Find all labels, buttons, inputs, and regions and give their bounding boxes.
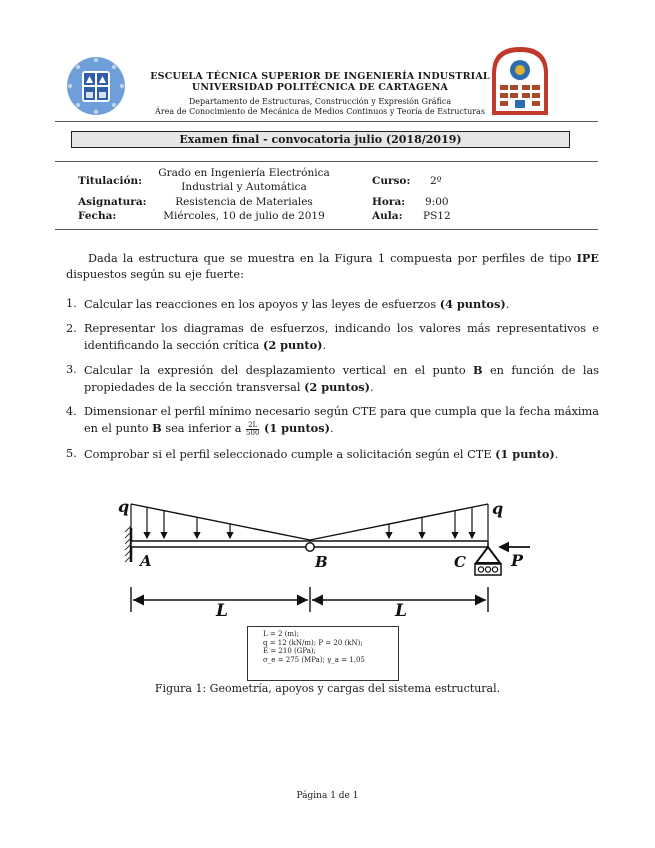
info-top-divider: [55, 161, 598, 162]
upct-logo: [66, 56, 126, 116]
intro-paragraph: [66, 250, 599, 283]
task-point-b: B: [152, 421, 162, 435]
exam-title: Examen final - convocatoria julio (2018/2019): [71, 131, 570, 148]
curso-label: Curso:: [372, 175, 411, 187]
intro-text-2: dispuestos según su eje fuerte:: [66, 268, 244, 281]
hora-value: 9:00: [425, 196, 449, 208]
knowledge-area: Área de Conocimiento de Mecánica de Medios Continuos y Teoría de Estructuras: [155, 107, 485, 116]
task-end: .: [554, 448, 559, 461]
task-points: (4 puntos): [439, 297, 506, 311]
school-name: ESCUELA TÉCNICA SUPERIOR DE INGENIERÍA INDUSTRIAL: [150, 71, 490, 82]
titulacion-label: Titulación:: [78, 175, 142, 187]
task-points: (2 punto): [262, 338, 323, 352]
data-line: L = 2 (m);: [263, 630, 300, 638]
university-name: UNIVERSIDAD POLITÉCNICA DE CARTAGENA: [191, 82, 449, 93]
structure-diagram: [0, 490, 655, 620]
department-name: Departamento de Estructuras, Construcción y Expresión Gráfica: [188, 97, 452, 106]
task-number: 3.: [66, 363, 77, 376]
task-number: 5.: [66, 447, 77, 460]
task-points: (2 puntos): [304, 380, 370, 394]
task-text: Calcular la expresión del desplazamiento vertical en el punto: [84, 364, 474, 377]
task-4: [66, 404, 599, 438]
data-line: q = 12 (kN/m); P = 20 (kN);: [263, 638, 363, 647]
data-line: σ_e = 275 (MPa); γ_a = 1,05: [263, 655, 365, 664]
point-c-label: C: [454, 553, 466, 571]
intro-profile-type: IPE: [576, 251, 599, 265]
task-number: 4.: [66, 405, 77, 418]
data-line: E = 210 (GPa);: [263, 647, 316, 656]
fixed-support-a: [125, 526, 131, 562]
point-a-label: A: [140, 552, 152, 570]
fecha-value: Miércoles, 10 de julio de 2019: [163, 210, 325, 222]
task-text: Dimensionar el perfil mínimo necesario según CTE para que cumpla que la fecha máxima en el punto: [84, 405, 599, 435]
info-bottom-divider: [55, 229, 598, 230]
hora-label: Hora:: [372, 196, 406, 208]
task-number: 2.: [66, 322, 77, 335]
task-end: .: [329, 422, 334, 435]
distributed-load-right: [310, 504, 488, 540]
force-label: P: [511, 551, 524, 570]
header-divider: [55, 121, 598, 122]
problem-data-box: [247, 626, 399, 681]
task-number: 1.: [66, 297, 77, 310]
dimension-right-label: L: [395, 601, 407, 620]
point-b-label: B: [315, 553, 328, 571]
task-text: sea inferior a: [161, 422, 246, 435]
task-end: .: [505, 298, 510, 311]
load-label-left: q: [118, 497, 130, 516]
figure-caption: Figura 1: Geometría, apoyos y cargas del sistema estructural.: [154, 682, 501, 695]
task-text: Comprobar si el perfil seleccionado cumple a solicitación según el CTE: [84, 448, 496, 461]
intro-text-1: Dada la estructura que se muestra en la Figura 1 compuesta por perfiles de tipo: [88, 252, 577, 265]
titulacion-value-1: Grado en Ingeniería Electrónica: [158, 167, 330, 179]
task-point-b: B: [473, 363, 483, 377]
page-number: Página 1 de 1: [296, 791, 359, 801]
aula-label: Aula:: [372, 210, 403, 222]
task-3: [66, 362, 599, 394]
load-label-right: q: [492, 499, 504, 518]
dimension-left-label: L: [216, 601, 228, 620]
deflection-limit-fraction: [246, 422, 259, 437]
task-2: [66, 321, 599, 353]
distributed-load-left: [131, 504, 310, 540]
fraction-numerator: 2L: [246, 422, 259, 430]
hinge-b: [306, 543, 314, 551]
fecha-label: Fecha:: [78, 210, 117, 222]
asignatura-value: Resistencia de Materiales: [175, 196, 313, 208]
dimension-lines: [131, 587, 488, 612]
task-points: (1 punto): [495, 447, 555, 461]
task-5: [66, 446, 599, 462]
task-1: [66, 296, 599, 312]
task-end: .: [322, 339, 327, 352]
fraction-denominator: 500: [246, 428, 260, 437]
titulacion-value-2: Industrial y Automática: [181, 181, 307, 193]
task-text: Representar los diagramas de esfuerzos, indicando los valores más representativos e identificando la sección crítica: [84, 322, 599, 352]
task-text: Calcular las reacciones en los apoyos y las leyes de esfuerzos: [84, 298, 440, 311]
aula-value: PS12: [423, 210, 451, 222]
task-points: (1 puntos): [264, 421, 330, 435]
curso-value: 2º: [430, 175, 442, 187]
task-end: .: [370, 381, 374, 394]
roller-support-c: [475, 547, 501, 575]
asignatura-label: Asignatura:: [78, 196, 147, 208]
task-text: en función de las propiedades de la sección transversal: [84, 364, 599, 394]
